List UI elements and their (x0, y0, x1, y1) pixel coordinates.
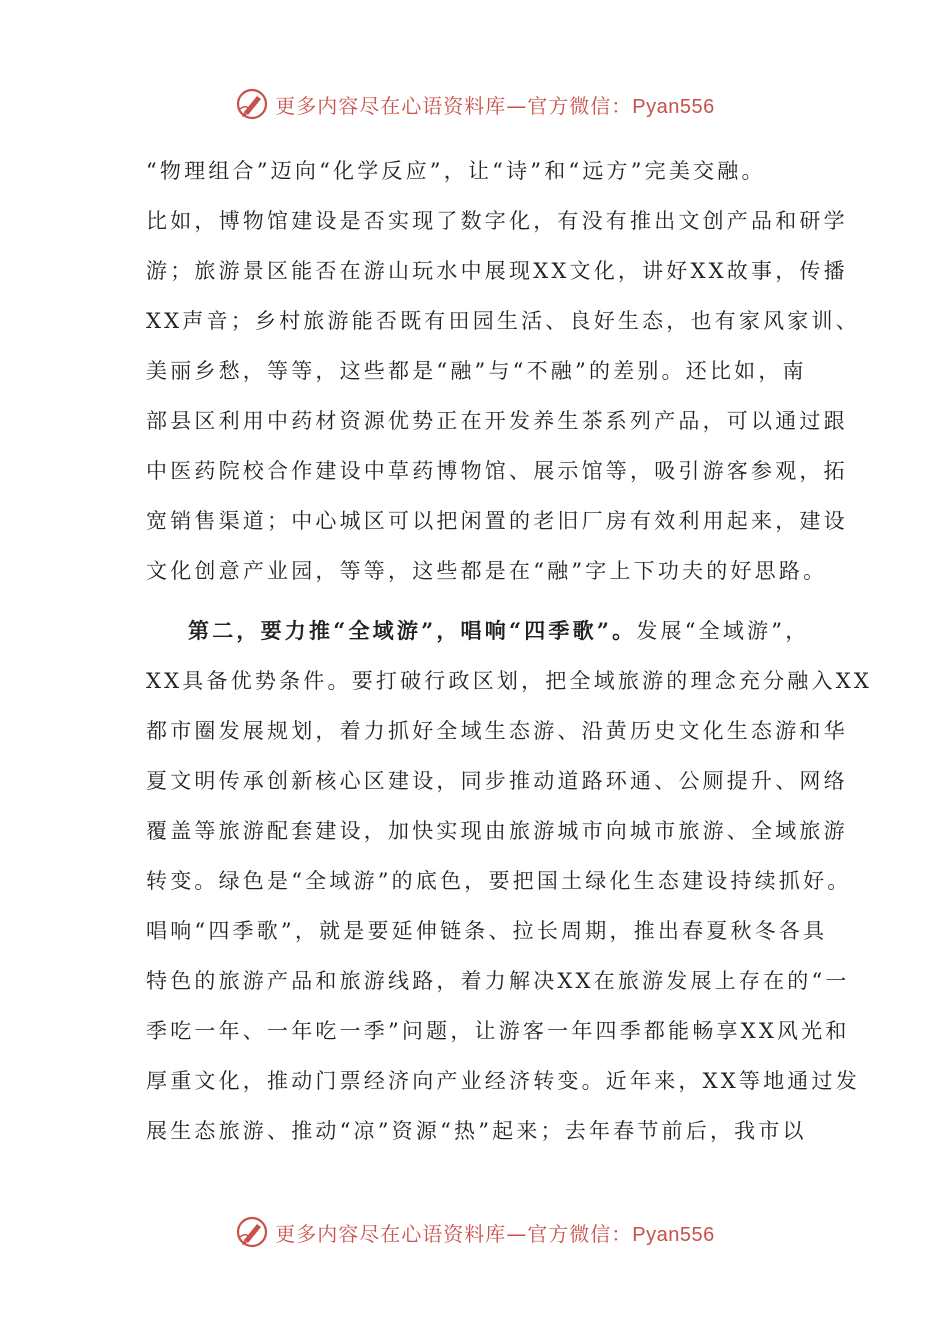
wechat-handle: Pyan556 (632, 1223, 715, 1246)
banner-text: 更多内容尽在心语资料库—官方微信：Pyan556 (275, 93, 715, 118)
paragraph-2 (146, 606, 872, 1156)
text-line: 覆盖等旅游配套建设，加快实现由旅游城市向城市旅游、全域旅游 (146, 819, 848, 843)
text-line: 夏文明传承创新核心区建设，同步推动道路环通、公厕提升、网络 (146, 769, 848, 793)
paragraph-1 (146, 146, 860, 596)
document-body (146, 146, 872, 1156)
text-line: 游；旅游景区能否在游山玩水中展现XX文化，讲好XX故事，传播 (146, 259, 848, 283)
paragraph-lead-heading: 第二，要力推“全域游”，唱响“四季歌”。 (188, 618, 637, 643)
text-line: 展生态旅游、推动“凉”资源“热”起来；去年春节前后，我市以 (146, 1119, 807, 1143)
pen-circle-logo-icon (235, 87, 269, 121)
banner-text: 更多内容尽在心语资料库—官方微信：Pyan556 (275, 1221, 715, 1246)
text-line: 文化创意产业园，等等，这些都是在“融”字上下功夫的好思路。 (146, 559, 828, 583)
header-banner (0, 84, 950, 124)
text-line: 季吃一年、一年吃一季”问题，让游客一年四季都能畅享XX风光和 (146, 1019, 850, 1043)
wechat-handle: Pyan556 (632, 95, 715, 118)
text-line: 部县区利用中药材资源优势正在开发养生茶系列产品，可以通过跟 (146, 409, 848, 433)
pen-circle-logo-icon (235, 1215, 269, 1249)
text-line-rest: 发展“全域游”， (636, 619, 810, 643)
text-line: 特色的旅游产品和旅游线路，着力解决XX在旅游发展上存在的“一 (146, 969, 850, 993)
text-line: 唱响“四季歌”，就是要延伸链条、拉长周期，推出春夏秋冬各具 (146, 919, 828, 943)
text-line (146, 606, 818, 656)
text-line: 美丽乡愁，等等，这些都是“融”与“不融”的差别。还比如，南 (146, 359, 807, 383)
text-line: XX声音；乡村旅游能否既有田园生活、良好生态，也有家风家训、 (146, 309, 860, 333)
text-line: 转变。绿色是“全域游”的底色，要把国土绿化生态建设持续抓好。 (146, 869, 852, 893)
text-line: “物理组合”迈向“化学反应”，让“诗”和“远方”完美交融。 (146, 159, 766, 183)
text-line: 中医药院校合作建设中草药博物馆、展示馆等，吸引游客参观，拓 (146, 459, 848, 483)
text-line: 比如，博物馆建设是否实现了数字化，有没有推出文创产品和研学 (146, 209, 848, 233)
text-line: 都市圈发展规划，着力抓好全域生态游、沿黄历史文化生态游和华 (146, 719, 848, 743)
text-line: XX具备优势条件。要打破行政区划，把全域旅游的理念充分融入XX (146, 669, 872, 693)
text-line: 宽销售渠道；中心城区可以把闲置的老旧厂房有效利用起来，建设 (146, 509, 848, 533)
text-line: 厚重文化，推动门票经济向产业经济转变。近年来，XX等地通过发 (146, 1069, 860, 1093)
footer-banner (0, 1212, 950, 1252)
